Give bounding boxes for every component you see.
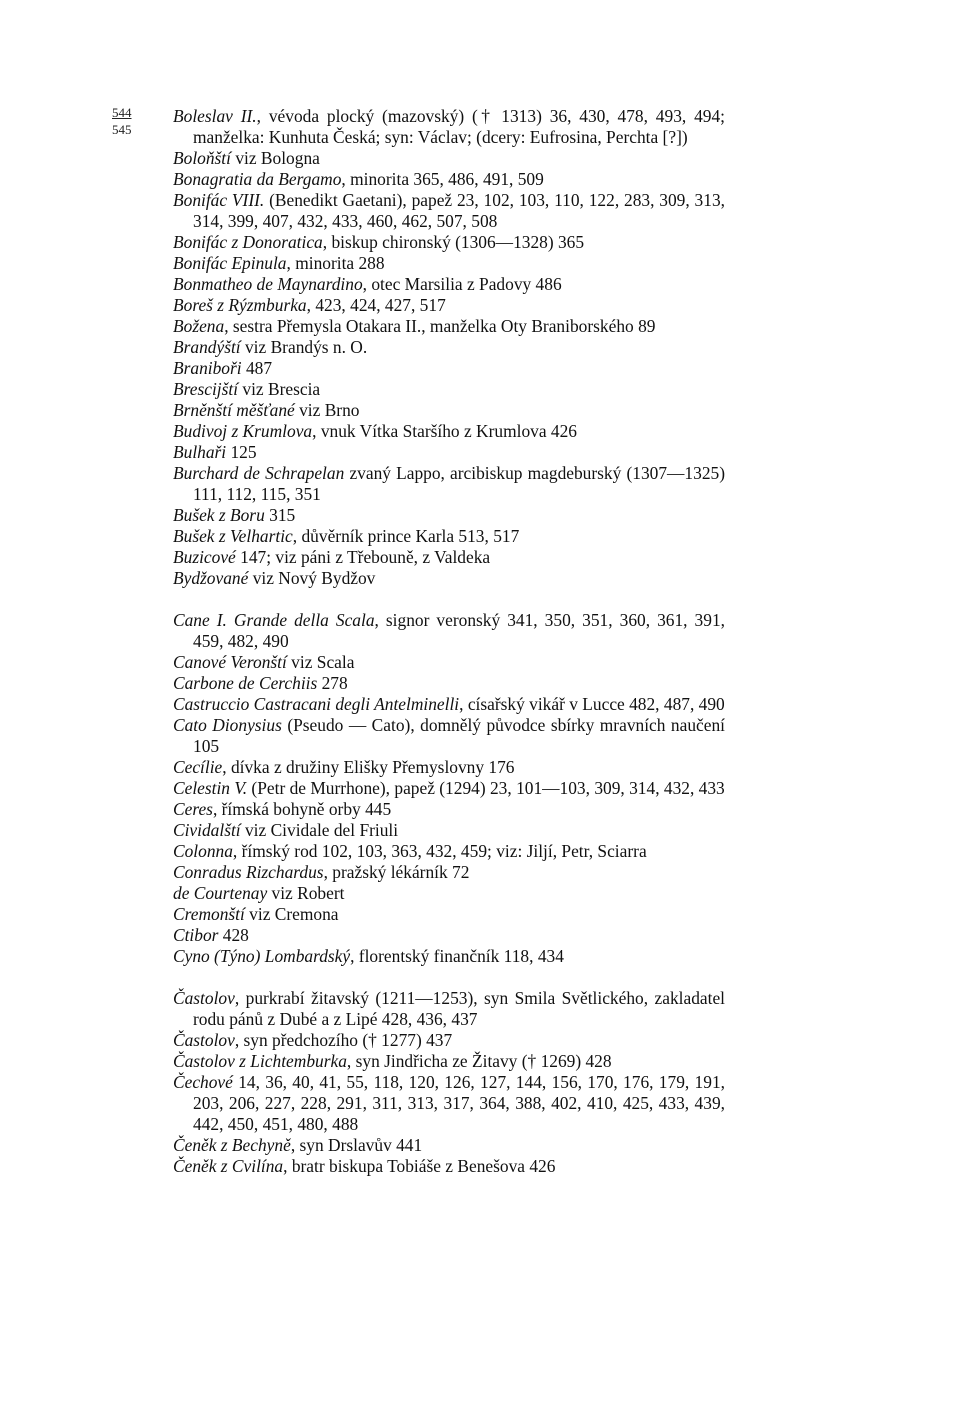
index-entry [173,1072,725,1135]
entry-name: Bonifác z Donoratica [173,232,323,252]
index-group [173,988,725,1177]
entry-text: , vnuk Vítka Staršího z Krumlova 426 [312,421,577,441]
entry-text: viz Bologna [230,148,320,168]
entry-name: Bonifác Epinula [173,253,287,273]
entry-name: Colonna [173,841,233,861]
entry-text: viz Brandýs n. O. [240,337,368,357]
entry-name: Čeněk z Bechyně [173,1135,291,1155]
entry-name: Bonifác VIII. [173,190,265,210]
index-group [173,610,725,967]
entry-text: , vévoda plocký (mazovský) († 1313) 36, 430, 478, 493, 494; manželka: Kunhuta Česká; syn: Václav; (dcery: Eufrosina, Perchta [?]) [193,106,725,147]
index-entry [173,1030,725,1051]
entry-name: Božena [173,316,225,336]
index-entry [173,295,725,316]
index-entry [173,1135,725,1156]
entry-name: Bonmatheo de Maynardino [173,274,363,294]
index-column [173,106,725,1177]
entry-name: Budivoj z Krumlova [173,421,313,441]
entry-name: Bušek z Velhartic [173,526,293,546]
entry-name: Častolov [173,988,235,1008]
entry-text: , minorita 288 [286,253,385,273]
entry-name: Bulhaři [173,442,227,462]
index-entry [173,652,725,673]
index-entry [173,673,725,694]
index-entry [173,148,725,169]
entry-name: Cremonští [173,904,245,924]
entry-text: 147; viz páni z Třebouně, z Valdeka [235,547,491,567]
index-entry [173,694,725,715]
entry-name: Cecílie [173,757,223,777]
index-entry [173,568,725,589]
index-entry [173,925,725,946]
index-entry [173,358,725,379]
entry-text: viz Brno [294,400,360,420]
index-entry [173,946,725,967]
index-entry [173,316,725,337]
entry-text: , římský rod 102, 103, 363, 432, 459; viz: Jiljí, Petr, Sciarra [232,841,647,861]
entry-text: 487 [241,358,273,378]
entry-text: , purkrabí žitavský (1211—1253), syn Smila Světlického, zakladatel rodu pánů z Dubé a z Lipé 428, 436, 437 [193,988,725,1029]
entry-name: Ctibor [173,925,219,945]
entry-name: Bydžované [173,568,249,588]
entry-text: viz Robert [267,883,345,903]
entry-name: Brescijští [173,379,239,399]
entry-name: Čechové [173,1072,233,1092]
entry-name: Boloňští [173,148,231,168]
entry-name: de Courtenay [173,883,268,903]
entry-name: Ceres [173,799,213,819]
entry-text: 428 [218,925,249,945]
index-entry [173,400,725,421]
index-entry [173,715,725,757]
entry-name: Cividalští [173,820,241,840]
entry-text: , pražský lékárník 72 [323,862,470,882]
index-entry [173,904,725,925]
entry-name: Buzicové [173,547,236,567]
index-entry [173,421,725,442]
entry-text: 278 [317,673,348,693]
page-number-current: 544 [112,105,132,120]
entry-name: Boleslav II. [173,106,257,126]
index-entry [173,820,725,841]
entry-text: , důvěrník prince Karla 513, 517 [292,526,520,546]
entry-text: , florentský finančník 118, 434 [350,946,564,966]
entry-name: Conradus Rizchardus [173,862,324,882]
entry-name: Častolov z Lichtemburka [173,1051,347,1071]
index-entry [173,1051,725,1072]
index-entry [173,526,725,547]
entry-name: Celestin V. [173,778,248,798]
entry-text: , otec Marsilia z Padovy 486 [362,274,562,294]
entry-text: , dívka z družiny Elišky Přemyslovny 176 [222,757,515,777]
index-entry [173,883,725,904]
entry-text: viz Scala [286,652,355,672]
entry-name: Castruccio Castracani degli Antelminelli [173,694,460,714]
entry-text: , bratr biskupa Tobiáše z Benešova 426 [283,1156,556,1176]
entry-text: , syn Drslavův 441 [290,1135,423,1155]
entry-text: , syn Jindřicha ze Žitavy († 1269) 428 [346,1051,612,1071]
entry-text: (Petr de Murrhone), papež (1294) 23, 101—103, 309, 314, 432, 433 [247,778,725,798]
entry-text: viz Brescia [238,379,321,399]
entry-text: (Pseudo — Cato), domnělý původce sbírky mravních naučení 105 [193,715,725,756]
index-entry [173,442,725,463]
index-entry [173,505,725,526]
entry-text: , římská bohyně orby 445 [212,799,392,819]
entry-text: , biskup chironský (1306—1328) 365 [322,232,585,252]
entry-name: Bonagratia da Bergamo [173,169,342,189]
entry-name: Carbone de Cerchiis [173,673,318,693]
index-group [173,106,725,589]
index-entry [173,1156,725,1177]
entry-name: Boreš z Rýzmburka [173,295,307,315]
index-entry [173,841,725,862]
entry-text: 14, 36, 40, 41, 55, 118, 120, 126, 127, 144, 156, 170, 176, 179, 191, 203, 206, 227, 228, 291, 311, 313, 317, 364, 388, 402, 410, 425, 433, 439, 442, 450, 451, 480, 488 [193,1072,725,1134]
index-entry [173,799,725,820]
entry-name: Burchard de Schrapelan [173,463,345,483]
index-entry [173,757,725,778]
entry-text: , syn předchozího († 1277) 437 [234,1030,453,1050]
entry-text: 125 [226,442,257,462]
page-number-margin [112,104,132,138]
entry-text: (Benedikt Gaetani), papež 23, 102, 103, 110, 122, 283, 309, 313, 314, 399, 407, 432, 433, 460, 462, 507, 508 [193,190,725,231]
index-entry [173,232,725,253]
index-entry [173,778,725,799]
index-entry [173,862,725,883]
index-entry [173,379,725,400]
entry-name: Častolov [173,1030,235,1050]
index-entry [173,463,725,505]
entry-text: , signor veronský 341, 350, 351, 360, 361, 391, 459, 482, 490 [193,610,725,651]
entry-text: , sestra Přemysla Otakara II., manželka Oty Braniborského 89 [224,316,656,336]
index-entry [173,190,725,232]
entry-name: Cane I. Grande della Scala [173,610,375,630]
index-entry [173,610,725,652]
entry-name: Bušek z Boru [173,505,265,525]
page-number-next: 545 [112,122,132,137]
entry-text: zvaný Lappo, arcibiskup magdeburský (1307—1325) 111, 112, 115, 351 [193,463,726,504]
entry-text: , minorita 365, 486, 491, 509 [341,169,544,189]
entry-text: viz Cremona [244,904,339,924]
entry-text: viz Cividale del Friuli [240,820,399,840]
index-entry [173,547,725,568]
index-entry [173,988,725,1030]
index-entry [173,106,725,148]
index-entry [173,169,725,190]
entry-name: Cato Dionysius [173,715,282,735]
entry-text: , císařský vikář v Lucce 482, 487, 490 [459,694,725,714]
entry-text: , 423, 424, 427, 517 [306,295,446,315]
entry-name: Brněnští měšťané [173,400,295,420]
entry-name: Čeněk z Cvilína [173,1156,284,1176]
entry-name: Braniboři [173,358,242,378]
entry-name: Cyno (Týno) Lombardský [173,946,351,966]
entry-text: viz Nový Bydžov [248,568,376,588]
index-entry [173,337,725,358]
entry-name: Brandýští [173,337,241,357]
entry-text: 315 [264,505,296,525]
index-entry [173,274,725,295]
entry-name: Canové Veronští [173,652,287,672]
index-entry [173,253,725,274]
